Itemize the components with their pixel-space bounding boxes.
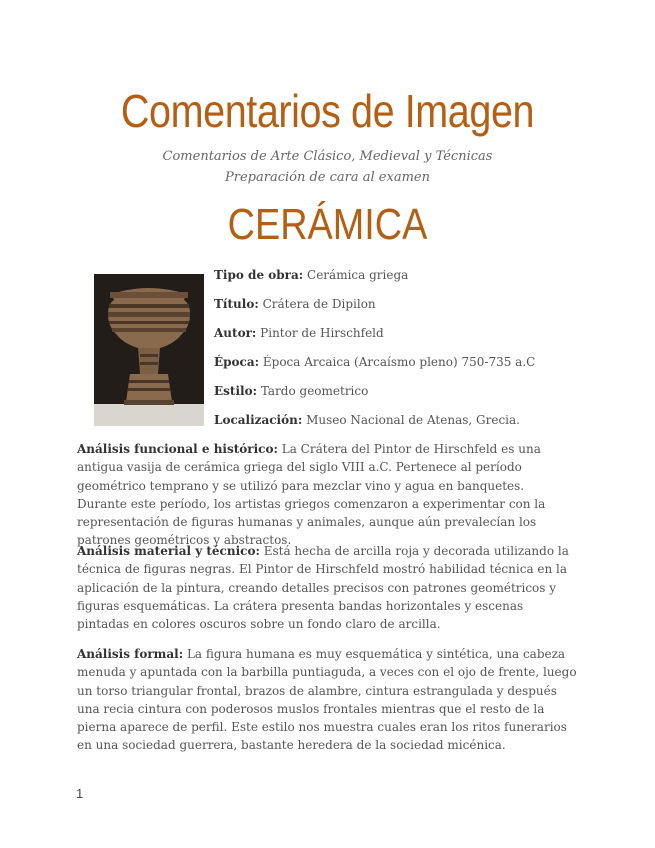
material-technical-analysis <box>77 542 577 633</box>
meta-value: Crátera de Dipilon <box>258 297 376 311</box>
functional-historical-analysis <box>77 440 577 550</box>
meta-label: Estilo <box>214 384 253 398</box>
subtitle-course: Comentarios de Arte Clásico, Medieval y Técnicas <box>162 149 493 164</box>
formal-analysis <box>77 645 577 755</box>
artwork-metadata <box>214 267 594 441</box>
meta-label: Localización <box>214 413 298 427</box>
meta-label: Tipo de obra <box>214 268 299 282</box>
meta-row-style: Estilo: Tardo geometrico <box>214 384 369 398</box>
meta-label: Título <box>214 297 255 311</box>
meta-value: Pintor de Hirschfeld <box>256 326 384 340</box>
meta-value: Tardo geometrico <box>257 384 369 398</box>
page-number: 1 <box>76 786 84 801</box>
meta-label: Época <box>214 355 255 369</box>
meta-row-title: Título: Crátera de Dipilon <box>214 297 376 311</box>
greek-krater-image <box>94 274 204 426</box>
meta-row-period: Época: Época Arcaica (Arcaísmo pleno) 750-735 a.C <box>214 355 536 369</box>
subtitle-purpose: Preparación de cara al examen <box>225 170 430 185</box>
meta-value: Museo Nacional de Atenas, Grecia. <box>302 413 520 427</box>
paragraph-label: Análisis material y técnico: <box>77 544 260 558</box>
paragraph-text: La figura humana es muy esquemática y sintética, una cabeza menuda y apuntada con la barbilla puntiaguda, a veces con el ojo de frente, luego un torso triangular frontal, brazos de alambre, cintura estrangulada y después una recia cintura con poderosos muslos frontales mientras que el resto de la pierna aparece de perfil. Este estilo nos muestra cuales eran los ritos funerarios en una sociedad guerrera, bastante heredera de la sociedad micénica. <box>77 647 577 753</box>
meta-row-location: Localización: Museo Nacional de Atenas, Grecia. <box>214 413 520 427</box>
meta-row-author: Autor: Pintor de Hirschfeld <box>214 326 384 340</box>
krater-illustration <box>94 274 204 426</box>
meta-value: Cerámica griega <box>303 268 409 282</box>
paragraph-label: Análisis formal: <box>77 647 184 661</box>
paragraph-text: Está hecha de arcilla roja y decorada utilizando la técnica de figuras negras. El Pintor de Hirschfeld mostró habilidad técnica en la aplicación de la pintura, creando detalles precisos con patrones geométricos y figuras esquemáticas. La crátera presenta bandas horizontales y escenas pintadas en colores oscuros sobre un fondo claro de arcilla. <box>77 544 569 632</box>
page-title: Comentarios de Imagen <box>120 85 535 137</box>
paragraph-label: Análisis funcional e histórico: <box>77 442 278 456</box>
section-title: CERÁMICA <box>227 200 428 249</box>
meta-row-type: Tipo de obra: Cerámica griega <box>214 268 409 282</box>
meta-value: Época Arcaica (Arcaísmo pleno) 750-735 a.C <box>259 355 536 369</box>
meta-label: Autor <box>214 326 252 340</box>
paragraph-text: La Crátera del Pintor de Hirschfeld es una antigua vasija de cerámica griega del siglo VIII a.C. Pertenece al período geométrico temprano y se utilizó para mezclar vino y agua en banquetes. Durante este período, los artistas griegos comenzaron a experimentar con la representación de figuras humanas y animales, aunque aún prevalecían los patrones geométricos y abstractos. <box>77 442 546 548</box>
